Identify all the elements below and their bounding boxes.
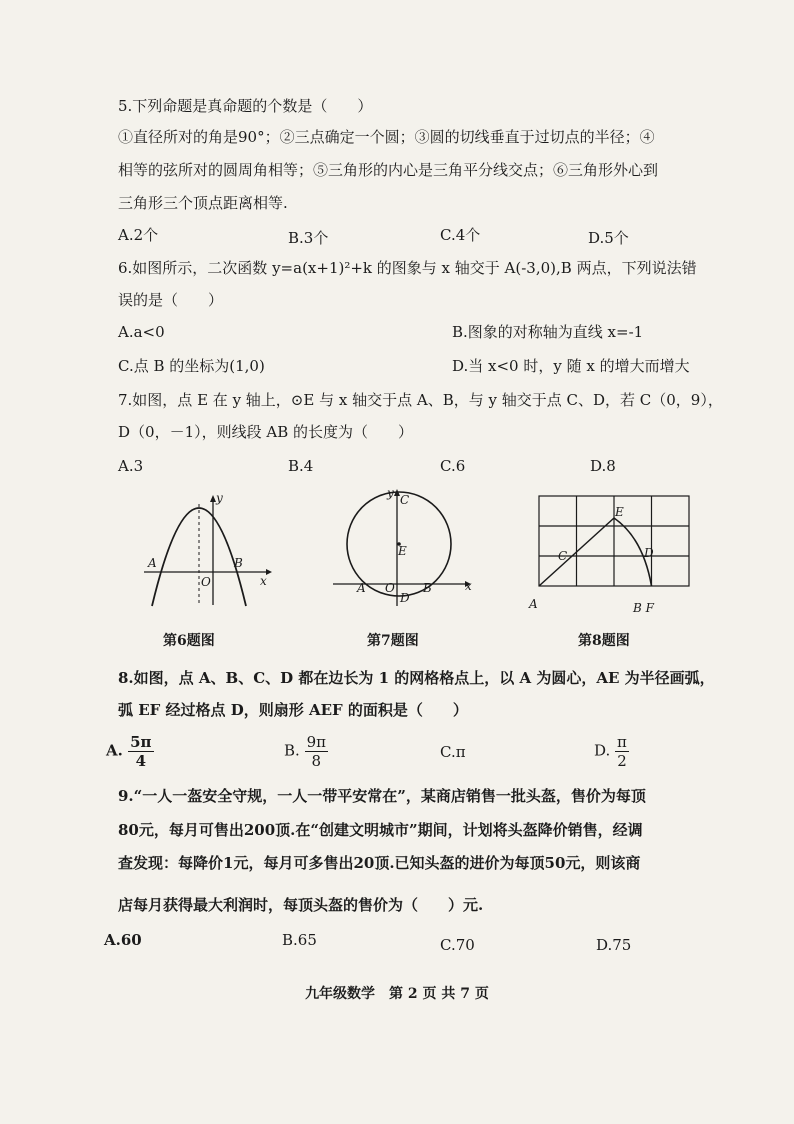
f6-x-arrow bbox=[266, 569, 272, 575]
q7-stem-line2: D（0，－1），则线段 AB 的长度为（ ） bbox=[118, 423, 414, 441]
q9-option-b: B.65 bbox=[282, 931, 317, 949]
figure-7-caption: 第7题图 bbox=[367, 633, 419, 649]
q9-option-c: C.70 bbox=[440, 936, 475, 954]
q5-option-c: C.4个 bbox=[440, 226, 481, 244]
f8-label-c: C bbox=[558, 549, 568, 563]
f6-label-o: O bbox=[201, 575, 211, 589]
q8-option-c: C.π bbox=[440, 743, 466, 761]
q9-stem-line2: 80元，每月可售出200顶.在“创建文明城市”期间，计划将头盔降价销售，经调 bbox=[118, 821, 643, 839]
f7-label-y: y bbox=[387, 486, 394, 500]
f8-label-d: D bbox=[644, 546, 654, 560]
f7-label-e: E bbox=[398, 544, 407, 558]
q5-line2: 相等的弦所对的圆周角相等；⑤三角形的内心是三角平分线交点；⑥三角形外心到 bbox=[118, 161, 659, 179]
q6-option-d: D.当 x<0 时，y 随 x 的增大而增大 bbox=[452, 357, 690, 375]
q8-option-b: B. $\frac{9\pi}{8}$ bbox=[284, 733, 326, 770]
q9-option-d: D.75 bbox=[596, 936, 632, 954]
q6-stem-line1: 6.如图所示，二次函数 y=a(x+1)²+k 的图象与 x 轴交于 A(-3,0),B 两点，下列说法错 bbox=[118, 259, 697, 277]
q6-stem-line2: 误的是（ ） bbox=[118, 291, 224, 309]
f7-label-o: O bbox=[385, 581, 395, 595]
q5-line3: 三角形三个顶点距离相等. bbox=[118, 194, 288, 212]
q7-option-d: D.8 bbox=[590, 457, 616, 475]
f6-label-a: A bbox=[148, 556, 157, 570]
q9-stem-line1: 9.“一人一盔安全守规，一人一带平安常在”，某商店销售一批头盔，售价为每顶 bbox=[118, 787, 646, 805]
f7-label-a: A bbox=[357, 581, 366, 595]
figure-6-caption: 第6题图 bbox=[163, 633, 215, 649]
q6-option-c: C.点 B 的坐标为(1,0) bbox=[118, 357, 265, 375]
f8-grid-lines bbox=[539, 496, 689, 586]
figure-8-caption: 第8题图 bbox=[578, 633, 630, 649]
q8-stem-line1: 8.如图，点 A、B、C、D 都在边长为 1 的网格格点上，以 A 为圆心，AE 为半径画弧， bbox=[118, 669, 715, 687]
q7-stem-line1: 7.如图，点 E 在 y 轴上，⊙E 与 x 轴交于点 A、B，与 y 轴交于点 C、D，若 C（0，9）， bbox=[118, 391, 723, 409]
page-footer: 九年级数学 第 2 页 共 7 页 bbox=[305, 986, 489, 1002]
q8-option-d: D. $\frac{\pi}{2}$ bbox=[594, 733, 627, 770]
f6-label-y: y bbox=[216, 491, 223, 505]
q9-option-a: A.60 bbox=[104, 931, 142, 949]
f6-label-b: B bbox=[234, 556, 243, 570]
q5-option-d: D.5个 bbox=[588, 229, 629, 247]
f7-label-c: C bbox=[400, 493, 410, 507]
figure-8-grid bbox=[525, 488, 695, 618]
f8-label-bf: B F bbox=[633, 601, 654, 615]
q8-option-d-fraction: $\frac{\pi}{2}$ bbox=[617, 733, 627, 770]
q8-option-a: A. $\frac{5\pi}{4}$ bbox=[106, 733, 152, 770]
f7-label-b: B bbox=[423, 581, 432, 595]
f7-label-d: D bbox=[400, 591, 410, 605]
q9-stem-line4: 店每月获得最大利润时，每顶头盔的售价为（ ）元. bbox=[118, 896, 484, 914]
q5-line1: ①直径所对的角是90°；②三点确定一个圆；③圆的切线垂直于过切点的半径；④ bbox=[118, 128, 655, 146]
figure-7-circle bbox=[325, 484, 480, 612]
q5-option-a: A.2个 bbox=[118, 226, 159, 244]
q7-option-b: B.4 bbox=[288, 457, 314, 475]
f7-label-x: x bbox=[465, 579, 472, 593]
q8-option-b-fraction: $\frac{9\pi}{8}$ bbox=[306, 733, 326, 770]
q7-option-c: C.6 bbox=[440, 457, 466, 475]
f8-label-e: E bbox=[615, 505, 624, 519]
q5-option-b: B.3个 bbox=[288, 229, 329, 247]
f6-label-x: x bbox=[260, 574, 267, 588]
f8-label-a: A bbox=[529, 597, 538, 611]
q6-option-a: A.a<0 bbox=[118, 323, 165, 341]
q6-option-b: B.图象的对称轴为直线 x=-1 bbox=[452, 323, 644, 341]
q7-option-a: A.3 bbox=[118, 457, 144, 475]
q9-stem-line3: 查发现：每降价1元，每月可多售出20顶.已知头盔的进价为每顶50元，则该商 bbox=[118, 854, 641, 872]
q8-option-a-fraction: $\frac{5\pi}{4}$ bbox=[130, 733, 152, 770]
figure-6-parabola bbox=[140, 490, 280, 615]
q5-stem: 5.下列命题是真命题的个数是（ ） bbox=[118, 97, 373, 115]
q8-stem-line2: 弧 EF 经过格点 D，则扇形 AEF 的面积是（ ） bbox=[118, 701, 468, 719]
